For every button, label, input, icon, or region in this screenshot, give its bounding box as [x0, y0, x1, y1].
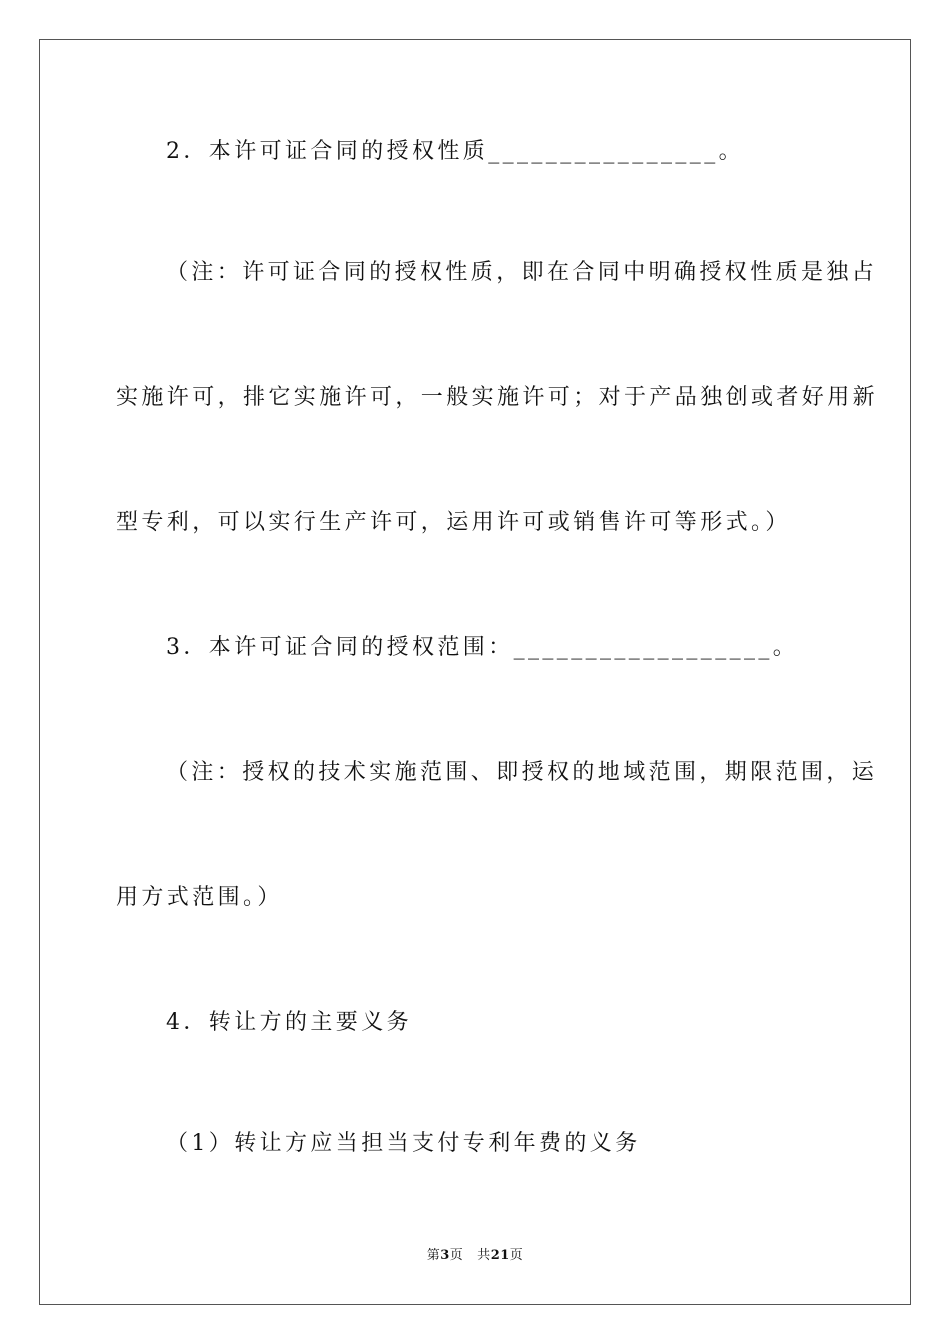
note-2-line-2: 实施许可，排它实施许可，一般实施许可；对于产品独创或者好用新: [116, 385, 879, 410]
footer-total-prefix: 共: [477, 1248, 491, 1263]
page-border: [39, 39, 911, 1305]
clause-4-item-1: （1）转让方应当担当支付专利年费的义务: [166, 1131, 641, 1156]
page-footer: [0, 1247, 950, 1265]
footer-page-suffix: 页: [449, 1248, 464, 1263]
note-3-line-2: 用方式范围。）: [116, 885, 283, 910]
footer-page-prefix: 第: [426, 1248, 441, 1263]
clause-4-heading: 4．转让方的主要义务: [166, 1010, 412, 1035]
note-3-line-1: （注：授权的技术实施范围、即授权的地域范围，期限范围，运: [166, 760, 878, 785]
footer-total-pages: 21: [490, 1248, 510, 1263]
clause-2-line: 2．本许可证合同的授权性质________________。: [166, 139, 744, 164]
footer-total-suffix: 页: [509, 1248, 524, 1263]
note-2-line-1: （注：许可证合同的授权性质，即在合同中明确授权性质是独占: [166, 260, 878, 285]
note-2-line-3: 型专利，可以实行生产许可，运用许可或销售许可等形式。）: [116, 510, 791, 535]
footer-page-number: 3: [440, 1248, 450, 1263]
clause-3-line: 3．本许可证合同的授权范围：__________________。: [166, 635, 799, 660]
